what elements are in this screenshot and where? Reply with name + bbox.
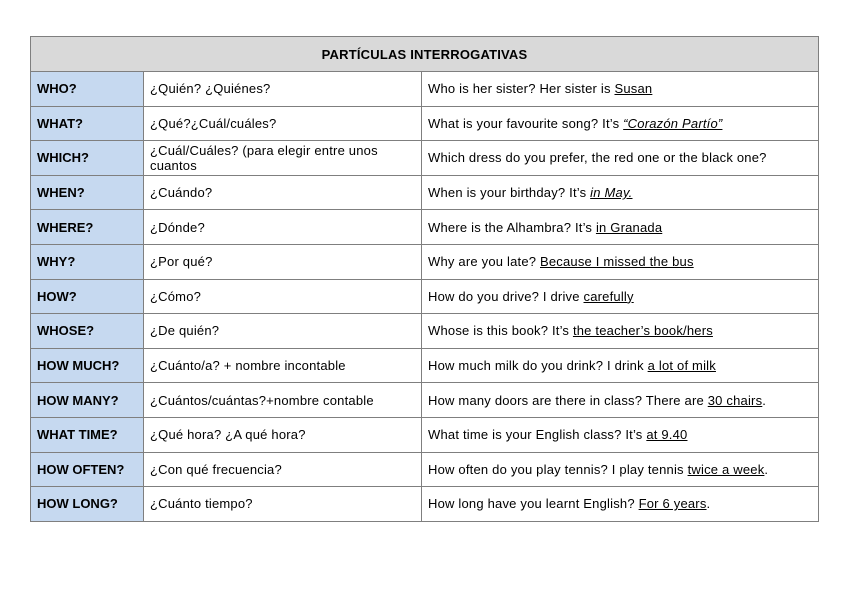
- spanish-translation: ¿Con qué frecuencia?: [144, 452, 422, 487]
- question-word: WHERE?: [31, 210, 144, 245]
- example-answer: a lot of milk: [647, 358, 716, 374]
- example-punctuation: .: [764, 461, 769, 477]
- spanish-translation: ¿Cómo?: [144, 279, 422, 314]
- spanish-translation: ¿Quién? ¿Quiénes?: [144, 72, 422, 107]
- example-sentence: [422, 417, 819, 452]
- example-question: Which dress do you prefer, the red one or the black one?: [428, 150, 767, 166]
- example-answer: carefully: [583, 288, 634, 304]
- example-question: What is your favourite song? It’s: [428, 115, 624, 131]
- table-row: [31, 452, 819, 487]
- spanish-translation: ¿Qué?¿Cuál/cuáles?: [144, 106, 422, 141]
- question-word: WHO?: [31, 72, 144, 107]
- question-word: HOW MANY?: [31, 383, 144, 418]
- table-row: [31, 244, 819, 279]
- example-punctuation: .: [762, 392, 767, 408]
- example-answer: For 6 years: [638, 496, 707, 512]
- table-row: [31, 383, 819, 418]
- example-answer: twice a week: [687, 461, 765, 477]
- example-question: Where is the Alhambra? It’s: [428, 219, 596, 235]
- example-sentence: [422, 383, 819, 418]
- example-question: Whose is this book? It’s: [428, 323, 573, 339]
- example-sentence: [422, 210, 819, 245]
- question-word: HOW LONG?: [31, 487, 144, 522]
- spanish-translation: ¿Cuánto tiempo?: [144, 487, 422, 522]
- question-word: HOW?: [31, 279, 144, 314]
- example-question: How do you drive? I drive: [428, 288, 584, 304]
- example-question: Why are you late?: [428, 254, 540, 270]
- table-row: [31, 106, 819, 141]
- spanish-translation: ¿Cuál/Cuáles? (para elegir entre unos cuantos: [144, 141, 422, 176]
- example-question: How many doors are there in class? There are: [428, 392, 708, 408]
- table-row: [31, 141, 819, 176]
- table-row: [31, 279, 819, 314]
- question-word: WHICH?: [31, 141, 144, 176]
- example-punctuation: .: [706, 496, 711, 512]
- example-question: Who is her sister? Her sister is: [428, 81, 615, 97]
- table-row: [31, 175, 819, 210]
- example-question: How much milk do you drink? I drink: [428, 358, 648, 374]
- table-title: PARTÍCULAS INTERROGATIVAS: [31, 37, 819, 72]
- table-row: [31, 417, 819, 452]
- spanish-translation: ¿Cuántos/cuántas?+nombre contable: [144, 383, 422, 418]
- spanish-translation: ¿Dónde?: [144, 210, 422, 245]
- spanish-translation: ¿Cuándo?: [144, 175, 422, 210]
- example-answer: Because I missed the bus: [540, 254, 694, 270]
- question-word: WHY?: [31, 244, 144, 279]
- example-sentence: [422, 72, 819, 107]
- question-word: WHEN?: [31, 175, 144, 210]
- example-answer: 30 chairs: [707, 392, 763, 408]
- example-sentence: [422, 244, 819, 279]
- table-row: [31, 72, 819, 107]
- spanish-translation: ¿Qué hora? ¿A qué hora?: [144, 417, 422, 452]
- question-word: WHOSE?: [31, 314, 144, 349]
- question-word: HOW OFTEN?: [31, 452, 144, 487]
- example-sentence: [422, 348, 819, 383]
- example-question: What time is your English class? It’s: [428, 427, 647, 443]
- spanish-translation: ¿Cuánto/a? + nombre incontable: [144, 348, 422, 383]
- example-sentence: [422, 487, 819, 522]
- example-answer: Susan: [614, 81, 653, 97]
- example-sentence: [422, 452, 819, 487]
- example-answer: “Corazón Partío”: [623, 115, 723, 131]
- table-row: [31, 314, 819, 349]
- spanish-translation: ¿Por qué?: [144, 244, 422, 279]
- table-row: [31, 348, 819, 383]
- table-row: [31, 210, 819, 245]
- example-sentence: [422, 314, 819, 349]
- example-sentence: [422, 141, 819, 176]
- example-sentence: [422, 279, 819, 314]
- example-sentence: [422, 106, 819, 141]
- spanish-translation: ¿De quién?: [144, 314, 422, 349]
- example-question: When is your birthday? It’s: [428, 185, 591, 201]
- example-question: How often do you play tennis? I play tennis: [428, 461, 688, 477]
- question-word: HOW MUCH?: [31, 348, 144, 383]
- interrogatives-table: [30, 36, 819, 522]
- question-word: WHAT TIME?: [31, 417, 144, 452]
- question-word: WHAT?: [31, 106, 144, 141]
- example-question: How long have you learnt English?: [428, 496, 639, 512]
- example-sentence: [422, 175, 819, 210]
- example-answer: in May.: [590, 185, 633, 201]
- example-answer: the teacher’s book/hers: [572, 323, 713, 339]
- table-body: [31, 72, 819, 522]
- example-answer: at 9.40: [646, 427, 688, 443]
- table-row: [31, 487, 819, 522]
- example-answer: in Granada: [595, 219, 663, 235]
